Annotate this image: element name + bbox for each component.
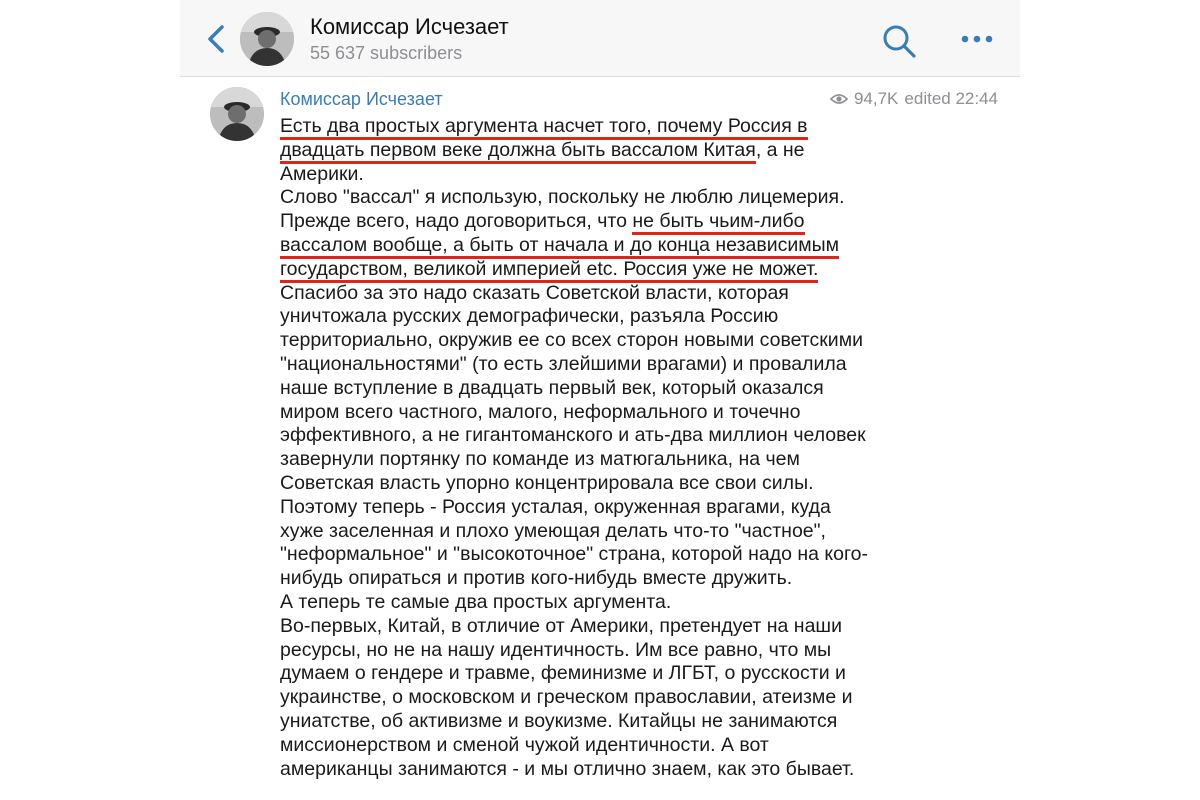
text-line: украинстве, о московском и греческом православии, атеизме и bbox=[280, 686, 853, 709]
text-line: американцы занимаются - и мы отлично знаем, как это бывает. bbox=[280, 757, 855, 780]
avatar-photo bbox=[210, 87, 264, 141]
edited-time: edited 22:44 bbox=[904, 89, 998, 108]
post-meta bbox=[830, 89, 998, 109]
text-line: эффективного, а не гигантоманского и ать-два миллион человек bbox=[280, 424, 866, 447]
text-line: миссионерством и сменой чужой идентичности. А вот bbox=[280, 733, 769, 756]
underlined-text: не быть чьим-либо bbox=[632, 210, 804, 235]
text-line: думаем о гендере и травме, феминизме и ЛГБТ, о русскости и bbox=[280, 662, 846, 685]
text-line: Во-первых, Китай, в отличие от Америки, претендует на наши bbox=[280, 614, 842, 637]
post-text bbox=[280, 115, 920, 781]
channel-header bbox=[180, 0, 1020, 77]
search-button[interactable] bbox=[880, 22, 918, 60]
underlined-text: государством, великой империей etc. Россия уже не может. bbox=[280, 258, 818, 283]
text-line: Америки. bbox=[280, 162, 364, 185]
text-line: Поэтому теперь - Россия усталая, окруженная врагами, куда bbox=[280, 495, 831, 518]
text-fragment: Прежде всего, надо договориться, что bbox=[280, 210, 633, 233]
post-author-name[interactable]: Комиссар Исчезает bbox=[280, 89, 443, 109]
underlined-text: Есть два простых аргумента насчет того, почему Россия в bbox=[280, 115, 808, 140]
text-line: униатстве, об активизме и воукизме. Китайцы не занимаются bbox=[280, 709, 838, 732]
text-line: наше вступление в двадцать первый век, который оказался bbox=[280, 376, 824, 399]
text-line: А теперь те самые два простых аргумента. bbox=[280, 590, 672, 613]
text-line: нибудь опираться и против кого-нибудь вместе дружить. bbox=[280, 567, 793, 590]
channel-avatar[interactable] bbox=[240, 12, 294, 66]
subscriber-count: 55 637 subscribers bbox=[310, 43, 463, 63]
text-line: хуже заселенная и плохо умеющая делать что-то "частное", bbox=[280, 519, 826, 542]
text-line bbox=[280, 139, 920, 163]
post-author-avatar[interactable] bbox=[210, 87, 264, 141]
avatar-photo bbox=[240, 12, 294, 66]
text-line: "национальностями" (то есть злейшими врагами) и провалила bbox=[280, 352, 847, 375]
text-line bbox=[280, 258, 920, 282]
more-button[interactable] bbox=[960, 32, 994, 46]
text-line: Советская власть упорно концентрировала все свои силы. bbox=[280, 471, 814, 494]
text-line: территориально, окружив ее со всех сторон новыми советскими bbox=[280, 329, 863, 352]
view-count: 94,7K bbox=[853, 89, 899, 108]
channel-post bbox=[180, 77, 1020, 800]
text-line: Спасибо за это надо сказать Советской власти, которая bbox=[280, 281, 789, 304]
eye-icon bbox=[830, 93, 848, 105]
text-line: "неформальное" и "высокоточное" страна, которой надо на кого- bbox=[280, 543, 868, 566]
text-fragment: , а не bbox=[755, 138, 805, 161]
channel-title: Комиссар Исчезает bbox=[310, 14, 509, 39]
underlined-text: двадцать первом веке должна быть вассалом Китая bbox=[280, 139, 756, 164]
text-line: завернули портянку по команде из матюгальника, на чем bbox=[280, 448, 800, 471]
text-line: ресурсы, но не на нашу идентичность. Им все равно, что мы bbox=[280, 638, 832, 661]
text-line bbox=[280, 115, 920, 139]
more-dots-icon bbox=[960, 32, 994, 46]
search-icon bbox=[880, 22, 918, 60]
text-line: уничтожала русских демографически, разъяла Россию bbox=[280, 305, 779, 328]
text-line: Слово "вассал" я использую, поскольку не люблю лицемерия. bbox=[280, 186, 845, 209]
text-line: миром всего частного, малого, неформального и точечно bbox=[280, 400, 801, 423]
chevron-left-icon bbox=[202, 22, 232, 56]
underlined-text: вассалом вообще, а быть от начала и до конца независимым bbox=[280, 234, 839, 259]
text-line bbox=[280, 210, 920, 234]
text-line bbox=[280, 234, 920, 258]
back-button[interactable] bbox=[202, 22, 232, 56]
